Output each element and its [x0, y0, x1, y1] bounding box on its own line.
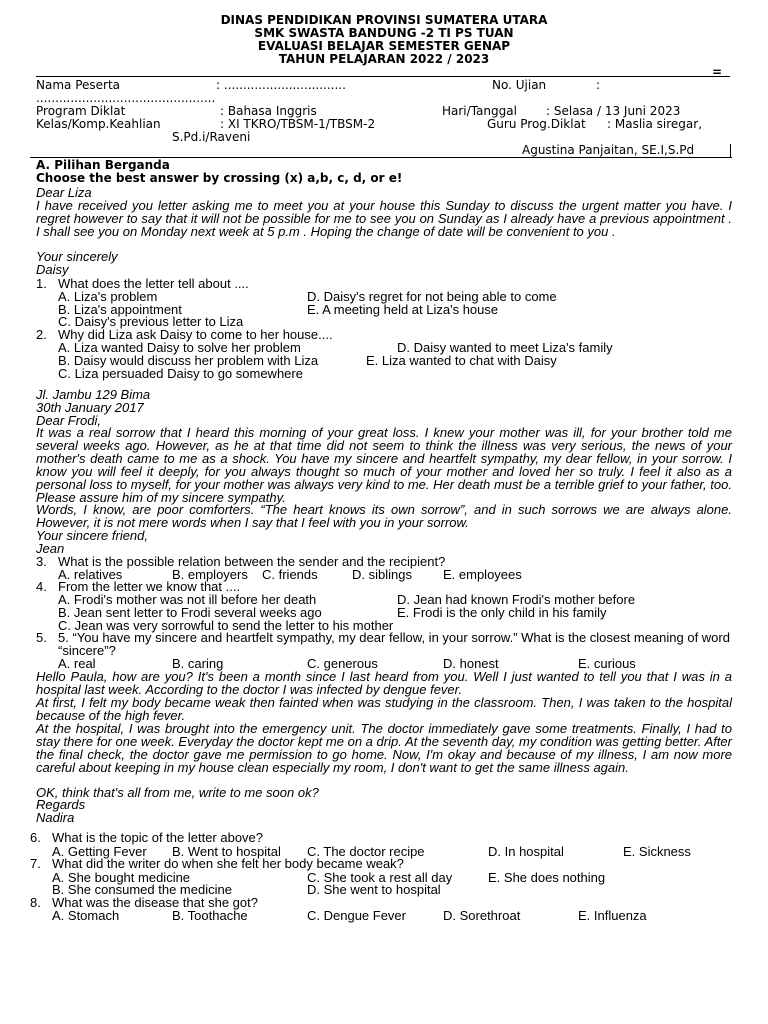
answer-option[interactable]: D. In hospital: [488, 844, 564, 859]
letter1-greeting: Dear Liza: [36, 185, 92, 200]
header-divider: [36, 76, 730, 77]
answer-option[interactable]: A. She bought medicine: [52, 870, 191, 885]
letter3-paragraph-2: At first, I felt my body became weak then fainted when was studying in the classroom. Then, I was taken to the hospital because of the high fever.: [36, 695, 732, 723]
letter2-closing: Your sincere friend,: [36, 528, 149, 543]
header-line-3: EVALUASI BELAJAR SEMESTER GENAP: [257, 39, 511, 53]
nama-peserta-label: Nama Peserta: [36, 78, 121, 92]
equal-mark: =: [712, 65, 723, 79]
letter2-date: 30th January 2017: [36, 400, 144, 415]
answer-option[interactable]: D. Daisy wanted to meet Liza's family: [397, 340, 613, 355]
program-diklat-label: Program Diklat: [36, 104, 126, 118]
guru-value-line-2: S.Pd.i/Raveni: [172, 130, 251, 144]
answer-option[interactable]: A. Getting Fever: [52, 844, 147, 859]
answer-option[interactable]: D. She went to hospital: [307, 882, 441, 897]
answer-option[interactable]: D. siblings: [352, 567, 412, 582]
question-number: 6.: [30, 830, 41, 845]
answer-option[interactable]: D. Daisy's regret for not being able to come: [307, 289, 557, 304]
answer-option[interactable]: E. Liza wanted to chat with Daisy: [366, 353, 557, 368]
answer-option[interactable]: E. employees: [443, 567, 522, 582]
letter1-name: Daisy: [36, 262, 69, 277]
answer-option[interactable]: C. Liza persuaded Daisy to go somewhere: [58, 366, 303, 381]
info-border-right: [730, 144, 731, 157]
question-text: What does the letter tell about ....: [58, 276, 249, 291]
answer-option[interactable]: B. She consumed the medicine: [52, 882, 232, 897]
guru-value: : Maslia siregar,: [607, 117, 703, 131]
question-number: 7.: [30, 856, 41, 871]
answer-option[interactable]: E. Influenza: [578, 908, 647, 923]
answer-option[interactable]: C. generous: [307, 656, 378, 671]
answer-option[interactable]: D. Sorethroat: [443, 908, 521, 923]
answer-option[interactable]: C. She took a rest all day: [307, 870, 453, 885]
letter3-paragraph-1: Hello Paula, how are you? It's been a month since I last heard from you. Well I just wanted to tell you that I was in a hospital last week. According to the doctor I was infected by dengue fever.: [36, 669, 732, 697]
letter3-paragraph-3: At the hospital, I was brought into the emergency unit. The doctor immediately gave some treatments. Finally, I had to stay there for one week. Everyday the doctor kept me on a drip. At the seventh day, my condition was getting better. After the final check, the doctor gave me permission to go home. Now, I'm okay and because of my illness, I am now more careful about keeping in my house clean especially my room, I don't want to get the same illness again.: [36, 721, 732, 775]
no-ujian-label: No. Ujian: [492, 78, 547, 92]
question-text: Why did Liza ask Daisy to come to her house....: [58, 327, 333, 342]
question-text: From the letter we know that ....: [58, 579, 241, 594]
question-text: 5. “You have my sincere and heartfelt sympathy, my dear fellow, in your sorrow.” What is the closest meaning of word “sincere”?: [58, 630, 730, 658]
letter2-address: Jl. Jambu 129 Bima: [36, 387, 151, 402]
answer-option[interactable]: E. A meeting held at Liza's house: [307, 302, 499, 317]
question-number: 5.: [36, 630, 47, 645]
answer-option[interactable]: B. Toothache: [172, 908, 248, 923]
letter1-body: I have received you letter asking me to meet you at your house this Sunday to discuss the urgent matter you have. I regret however to say that it will not be possible for me to see you on Sunday as I already have a previous appointment . I shall see you on Monday next week at 5 p.m . Hoping the change of date will be convenient to you .: [36, 198, 732, 239]
answer-option[interactable]: D. Jean had known Frodi's mother before: [397, 592, 636, 607]
question-number: 2.: [36, 327, 47, 342]
answer-option[interactable]: C. Dengue Fever: [307, 908, 406, 923]
letter1-closing: Your sincerely: [36, 249, 118, 264]
question-number: 1.: [36, 276, 47, 291]
answer-option[interactable]: D. honest: [443, 656, 499, 671]
letter2-body-1: It was a real sorrow that I heard this morning of your great loss. I knew your mother was ill, for your brother told me several weeks ago. However, as he at that time did not seem to think the illness was very serious, the news of your mother's death came to me as a shock. You have my sincere and heartfelt sympathy, my dear fellow, in your sorrow. I know you will feel it deeply, for you always thought so much of your mother and loved her so truly. I feel it also as a personal loss to myself, for your mother was always very kind to me. Her death must be a terrible grief to your father, too. Please assure him of my sincere sympathy.: [36, 425, 732, 505]
answer-option[interactable]: B. Daisy would discuss her problem with Liza: [58, 353, 319, 368]
section-instruction: Choose the best answer by crossing (x) a,b, c, d, or e!: [36, 171, 403, 185]
dotted-line: ...............................................: [36, 91, 216, 105]
answer-option[interactable]: B. caring: [172, 656, 224, 671]
question-text: What is the possible relation between the sender and the recipient?: [58, 554, 446, 569]
guru-label: Guru Prog.Diklat: [487, 117, 586, 131]
answer-option[interactable]: C. friends: [262, 567, 318, 582]
answer-option[interactable]: C. The doctor recipe: [307, 844, 425, 859]
header-line-4: TAHUN PELAJARAN 2022 / 2023: [278, 52, 490, 66]
letter3-regards: Regards: [36, 797, 86, 812]
question-text: What is the topic of the letter above?: [52, 830, 264, 845]
answer-option[interactable]: E. She does nothing: [488, 870, 606, 885]
letter2-name: Jean: [36, 541, 65, 556]
answer-option[interactable]: E. curious: [578, 656, 636, 671]
letter3-name: Nadira: [36, 810, 75, 825]
kelas-label: Kelas/Komp.Keahlian: [36, 117, 161, 131]
question-number: 8.: [30, 895, 41, 910]
answer-option[interactable]: A. Liza wanted Daisy to solve her problem: [58, 340, 301, 355]
answer-option[interactable]: A. Stomach: [52, 908, 120, 923]
answer-option[interactable]: A. Liza's problem: [58, 289, 158, 304]
answer-option[interactable]: C. Daisy's previous letter to Liza: [58, 314, 244, 329]
nama-peserta-value: : ................................: [216, 78, 346, 92]
question-number: 4.: [36, 579, 47, 594]
answer-option[interactable]: E. Sickness: [623, 844, 691, 859]
answer-option[interactable]: B. Liza's appointment: [58, 302, 182, 317]
program-diklat-value: : Bahasa Inggris: [220, 104, 317, 118]
header-line-2: SMK SWASTA BANDUNG -2 TI PS TUAN: [254, 26, 514, 40]
letter2-greeting: Dear Frodi,: [36, 413, 102, 428]
answer-option[interactable]: A. relatives: [58, 567, 123, 582]
question-text: What was the disease that she got?: [52, 895, 258, 910]
answer-option[interactable]: B. Went to hospital: [172, 844, 281, 859]
header-line-1: DINAS PENDIDIKAN PROVINSI SUMATERA UTARA: [220, 13, 548, 27]
letter3-paragraph-4: OK, think that's all from me, write to me soon ok?: [36, 785, 319, 800]
hari-tanggal-value: : Selasa / 13 Juni 2023: [546, 104, 681, 118]
kelas-value: : XI TKRO/TBSM-1/TBSM-2: [220, 117, 376, 131]
answer-option[interactable]: B. employers: [172, 567, 248, 582]
answer-option[interactable]: B. Jean sent letter to Frodi several weeks ago: [58, 605, 322, 620]
section-title: A. Pilihan Berganda: [36, 158, 170, 172]
answer-option[interactable]: C. Jean was very sorrowful to send the letter to his mother: [58, 618, 394, 633]
answer-option[interactable]: A. Frodi's mother was not ill before her death: [58, 592, 317, 607]
guru-value-line-3: Agustina Panjaitan, SE.I,S.Pd: [522, 143, 695, 157]
answer-option[interactable]: A. real: [58, 656, 96, 671]
question-number: 3.: [36, 554, 47, 569]
hari-tanggal-label: Hari/Tanggal: [442, 104, 517, 118]
letter2-body-2: Words, I know, are poor comforters. “The heart knows its own sorrow”, and in such sorrows we are always alone. However, it is not mere words when I say that I feel with you in your sorrow.: [36, 502, 732, 530]
question-text: What did the writer do when she felt her body became weak?: [52, 856, 404, 871]
no-ujian-colon: :: [596, 78, 601, 92]
answer-option[interactable]: E. Frodi is the only child in his family: [397, 605, 607, 620]
